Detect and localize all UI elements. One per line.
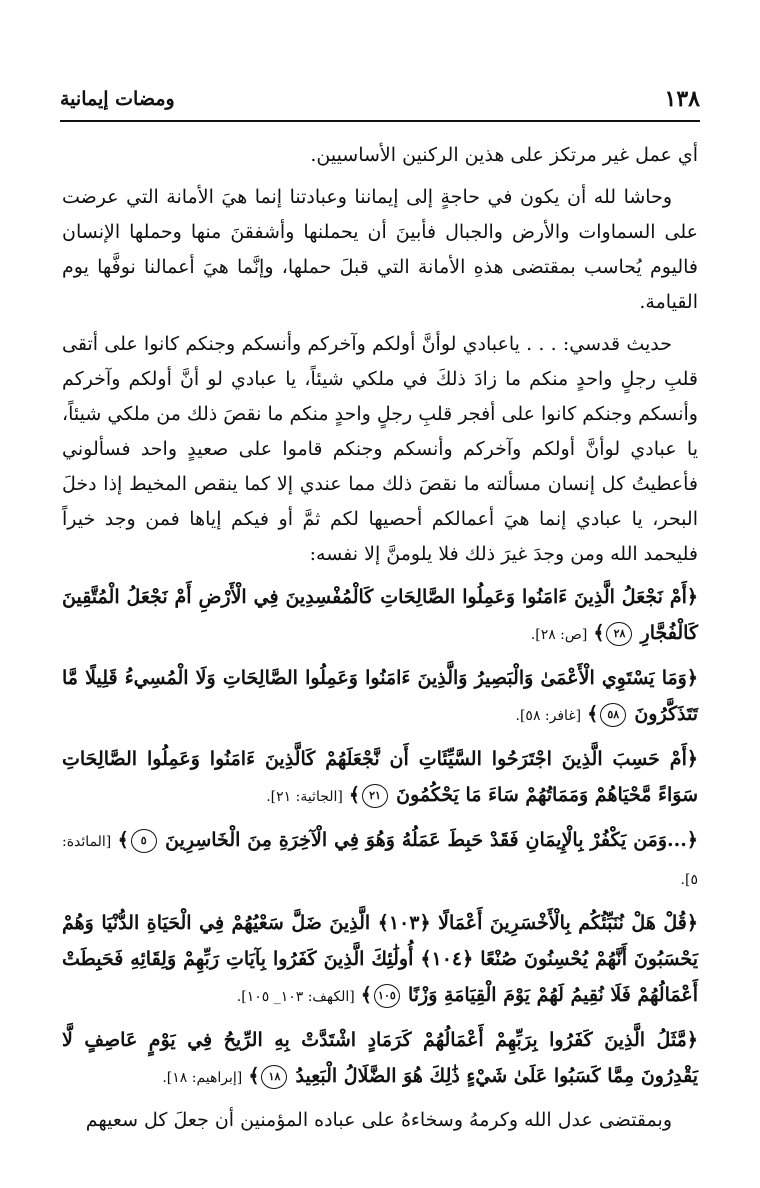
ayah-number: ١٨ [261, 1065, 287, 1089]
ayah-number: ٢٨ [606, 622, 632, 646]
paragraph: أي عمل غير مرتكز على هذين الركنين الأساسيين. [310, 144, 698, 166]
verse-reference: [غافر: ٥٨]. [515, 708, 582, 724]
closing-paragraph: وبمقتضى عدل الله وكرمهُ وسخاءهُ على عباده المؤمنين أن جعلَ كل سعيهم [85, 1109, 672, 1131]
verse-reference: [ص: ٢٨]. [530, 627, 588, 643]
verse-text: قُلْ هَلْ نُنَبِّئُكُم بِالْأَخْسَرِينَ أَعْمَالًا ﴿١٠٣﴾ الَّذِينَ ضَلَّ سَعْيُهُمْ فِي الْحَيَاةِ الدُّنْيَا وَهُمْ يَحْسَبُونَ أَنَّهُمْ يُحْسِنُونَ صُنْعًا ﴿١٠٤﴾ أُولَٰئِكَ الَّذِينَ كَفَرُوا بِآيَاتِ رَبِّهِمْ وَلِقَائِهِ فَحَبِطَتْ أَعْمَالُهُمْ فَلَا نُقِيمُ لَهُمْ يَوْمَ الْقِيَامَةِ وَزْنًا [62, 912, 698, 1006]
verse-text: أَمْ نَجْعَلُ الَّذِينَ ءَامَنُوا وَعَمِلُوا الصَّالِحَاتِ كَالْمُفْسِدِينَ فِي الْأَرْضِ أَمْ نَجْعَلُ الْمُتَّقِينَ كَالْفُجَّارِ [62, 586, 698, 644]
quran-verse: ﴿وَمَا يَسْتَوِي الْأَعْمَىٰ وَالْبَصِيرُ وَالَّذِينَ ءَامَنُوا وَعَمِلُوا الصَّالِحَاتِ وَلَا الْمُسِيءُ قَلِيلًا مَّا تَتَذَكَّرُونَ ٥٨﴾ [غافر: ٥٨]. [62, 667, 698, 725]
page-number: ١٣٨ [664, 86, 700, 112]
verse-text: أَمْ حَسِبَ الَّذِينَ اجْتَرَحُوا السَّيِّئَاتِ أَن نَّجْعَلَهُمْ كَالَّذِينَ ءَامَنُوا وَعَمِلُوا الصَّالِحَاتِ سَوَاءً مَّحْيَاهُمْ وَمَمَاتُهُمْ سَاءَ مَا يَحْكُمُونَ [62, 748, 698, 806]
verse-reference: [إبراهيم: ١٨]. [162, 1070, 243, 1086]
quran-verse: ﴿أَمْ نَجْعَلُ الَّذِينَ ءَامَنُوا وَعَمِلُوا الصَّالِحَاتِ كَالْمُفْسِدِينَ فِي الْأَرْضِ أَمْ نَجْعَلُ الْمُتَّقِينَ كَالْفُجَّارِ ٢٨﴾ [ص: ٢٨]. [62, 586, 698, 644]
verse-reference: [المائدة: ٥]. [62, 834, 698, 888]
ayah-number: ٥٨ [600, 703, 626, 727]
quran-verse: ﴿مَّثَلُ الَّذِينَ كَفَرُوا بِرَبِّهِمْ أَعْمَالُهُمْ كَرَمَادٍ اشْتَدَّتْ بِهِ الرِّيحُ فِي يَوْمٍ عَاصِفٍ لَّا يَقْدِرُونَ مِمَّا كَسَبُوا عَلَىٰ شَيْءٍ ذَٰلِكَ هُوَ الضَّلَالُ الْبَعِيدُ ١٨﴾ [إبراهيم: ١٨]. [62, 1029, 698, 1087]
ayah-number: ٢١ [362, 784, 388, 808]
page-body [62, 138, 698, 1145]
quran-verse: ﴿قُلْ هَلْ نُنَبِّئُكُم بِالْأَخْسَرِينَ أَعْمَالًا ﴿١٠٣﴾ الَّذِينَ ضَلَّ سَعْيُهُمْ فِي الْحَيَاةِ الدُّنْيَا وَهُمْ يَحْسَبُونَ أَنَّهُمْ يُحْسِنُونَ صُنْعًا ﴿١٠٤﴾ أُولَٰئِكَ الَّذِينَ كَفَرُوا بِآيَاتِ رَبِّهِمْ وَلِقَائِهِ فَحَبِطَتْ أَعْمَالُهُمْ فَلَا نُقِيمُ لَهُمْ يَوْمَ الْقِيَامَةِ وَزْنًا ١٠٥﴾ [الكهف: ١٠٣_ ١٠٥]. [62, 912, 698, 1006]
paragraph: وحاشا لله أن يكون في حاجةٍ إلى إيماننا وعبادتنا إنما هيَ الأمانة التي عرضت على السماوات والأرض والجبال فأبينَ أن يحملنها وأشفقنَ منها وحملها الإنسان فاليوم يُحاسب بمقتضى هذهِ الأمانة التي قبلَ حملها، وإنَّما هيَ أعمالنا نوفَّها يوم القيامة. [62, 186, 698, 313]
running-title: ومضات إيمانية [60, 88, 175, 110]
ayah-number: ١٠٥ [374, 984, 400, 1008]
verse-reference: [الجاثية: ٢١]. [266, 789, 343, 805]
verse-text: وَمَا يَسْتَوِي الْأَعْمَىٰ وَالْبَصِيرُ وَالَّذِينَ ءَامَنُوا وَعَمِلُوا الصَّالِحَاتِ وَلَا الْمُسِيءُ قَلِيلًا مَّا تَتَذَكَّرُونَ [62, 667, 698, 725]
ayah-number: ٥ [131, 829, 157, 853]
verse-text: ...وَمَن يَكْفُرْ بِالْإِيمَانِ فَقَدْ حَبِطَ عَمَلُهُ وَهُوَ فِي الْآخِرَةِ مِنَ الْخَاسِرِينَ [165, 829, 687, 851]
quran-verse: ﴿أَمْ حَسِبَ الَّذِينَ اجْتَرَحُوا السَّيِّئَاتِ أَن نَّجْعَلَهُمْ كَالَّذِينَ ءَامَنُوا وَعَمِلُوا الصَّالِحَاتِ سَوَاءً مَّحْيَاهُمْ وَمَمَاتُهُمْ سَاءَ مَا يَحْكُمُونَ ٢١﴾ [الجاثية: ٢١]. [62, 748, 698, 806]
page-header [60, 86, 700, 122]
hadith-paragraph: حديث قدسي: . . . ياعبادي لوأنَّ أولكم وآخركم وأنسكم وجنكم كانوا على أتقى قلبِ رجلٍ واحدٍ منكم ما زادَ ذلكَ في ملكي شيئاً، يا عبادي لو أنَّ أولكم وآخركم وأنسكم وجنكم كانوا على أفجر قلبِ رجلٍ واحدٍ منكم ما نقصَ ذلك من ملكي شيئاً، يا عبادي لوأنَّ أولكم وآخركم وأنسكم وجنكم قاموا على صعيدٍ واحد فسألوني فأعطيتُ كل إنسان مسألته ما نقصَ ذلك مما عندي إلا كما ينقص المخيط إذا دخلَ البحر، يا عبادي إنما هيَ أعمالكم أحصيها لكم ثمَّ أو فيكم إياها فمن وجد خيراً فليحمد الله ومن وجدَ غيرَ ذلك فلا يلومنَّ إلا نفسه: [62, 333, 698, 565]
quran-verse: ﴿...وَمَن يَكْفُرْ بِالْإِيمَانِ فَقَدْ حَبِطَ عَمَلُهُ وَهُوَ فِي الْآخِرَةِ مِنَ الْخَاسِرِينَ ٥﴾ [المائدة: ٥]. [62, 829, 698, 888]
verse-text: مَّثَلُ الَّذِينَ كَفَرُوا بِرَبِّهِمْ أَعْمَالُهُمْ كَرَمَادٍ اشْتَدَّتْ بِهِ الرِّيحُ فِي يَوْمٍ عَاصِفٍ لَّا يَقْدِرُونَ مِمَّا كَسَبُوا عَلَىٰ شَيْءٍ ذَٰلِكَ هُوَ الضَّلَالُ الْبَعِيدُ [62, 1029, 698, 1087]
verse-reference: [الكهف: ١٠٣_ ١٠٥]. [236, 989, 355, 1005]
